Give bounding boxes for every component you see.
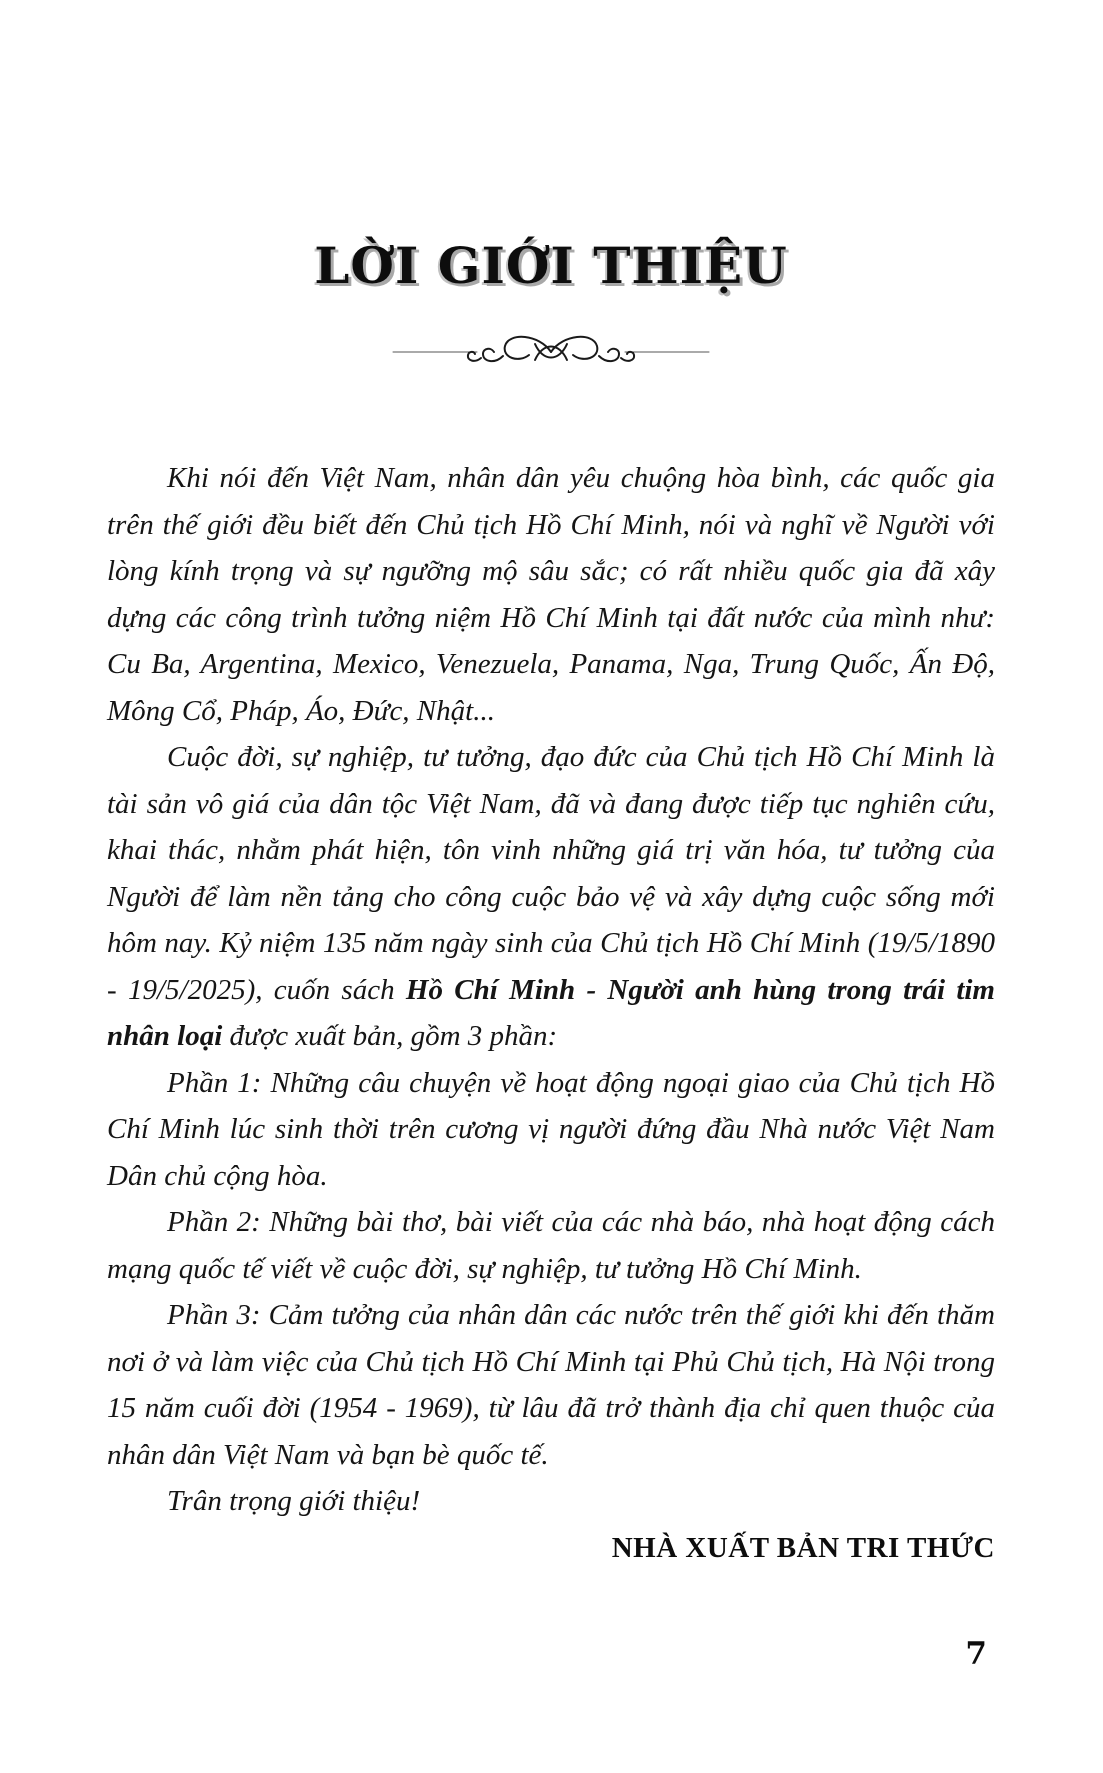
flourish-icon [391, 330, 711, 374]
paragraph [107, 455, 995, 734]
page-number: 7 [965, 1636, 987, 1672]
text-run: Phần 2: Những bài thơ, bài viết của các nhà báo, nhà hoạt động cách mạng quốc tế viết về cuộc đời, sự nghiệp, tư tưởng Hồ Chí Minh. [107, 1206, 995, 1285]
ornament-divider [107, 330, 995, 374]
publisher-signature: NHÀ XUẤT BẢN TRI THỨC [611, 1531, 995, 1564]
text-run: được xuất bản, gồm 3 phần: [222, 1020, 558, 1052]
text-run: Cuộc đời, sự nghiệp, tư tưởng, đạo đức của Chủ tịch Hồ Chí Minh là tài sản vô giá của dân tộc Việt Nam, đã và đang được tiếp tục nghiên cứu, khai thác, nhằm phát hiện, tôn vinh những giá trị văn hóa, tư tưởng của Người để làm nền tảng cho công cuộc bảo vệ và xây dựng cuộc sống mới hôm nay. Kỷ niệm 135 năm ngày sinh của Chủ tịch Hồ Chí Minh (19/5/1890 - 19/5/2025), cuốn sách [107, 741, 995, 1006]
text-run: Phần 1: Những câu chuyện về hoạt động ngoại giao của Chủ tịch Hồ Chí Minh lúc sinh thời trên cương vị người đứng đầu Nhà nước Việt Nam Dân chủ cộng hòa. [107, 1066, 995, 1192]
text-run: Trân trọng giới thiệu! [167, 1485, 421, 1517]
text-run: Khi nói đến Việt Nam, nhân dân yêu chuộng hòa bình, các quốc gia trên thế giới đều biết đến Chủ tịch Hồ Chí Minh, nói và nghĩ về Người với lòng kính trọng và sự ngưỡng mộ sâu sắc; có rất nhiều quốc gia đã xây dựng các công trình tưởng niệm Hồ Chí Minh tại đất nước của mình như: Cu Ba, Argentina, Mexico, Venezuela, Panama, Nga, Trung Quốc, Ấn Độ, Mông Cổ, Pháp, Áo, Đức, Nhật... [107, 462, 995, 727]
paragraph [107, 1060, 995, 1200]
paragraph [107, 734, 995, 1060]
paragraph [107, 1478, 995, 1525]
page-title: LỜI GIỚI THIỆU [314, 236, 788, 295]
paragraph [107, 1292, 995, 1478]
paragraph [107, 1199, 995, 1292]
text-run: Phần 3: Cảm tưởng của nhân dân các nước trên thế giới khi đến thăm nơi ở và làm việc của Chủ tịch Hồ Chí Minh tại Phủ Chủ tịch, Hà Nội trong 15 năm cuối đời (1954 - 1969), từ lâu đã trở thành địa chỉ quen thuộc của nhân dân Việt Nam và bạn bè quốc tế. [107, 1299, 995, 1471]
book-title-bold-run: Hồ Chí Minh - Người anh hùng trong trái tim nhân loại [107, 973, 995, 1052]
body-text [107, 455, 995, 1571]
